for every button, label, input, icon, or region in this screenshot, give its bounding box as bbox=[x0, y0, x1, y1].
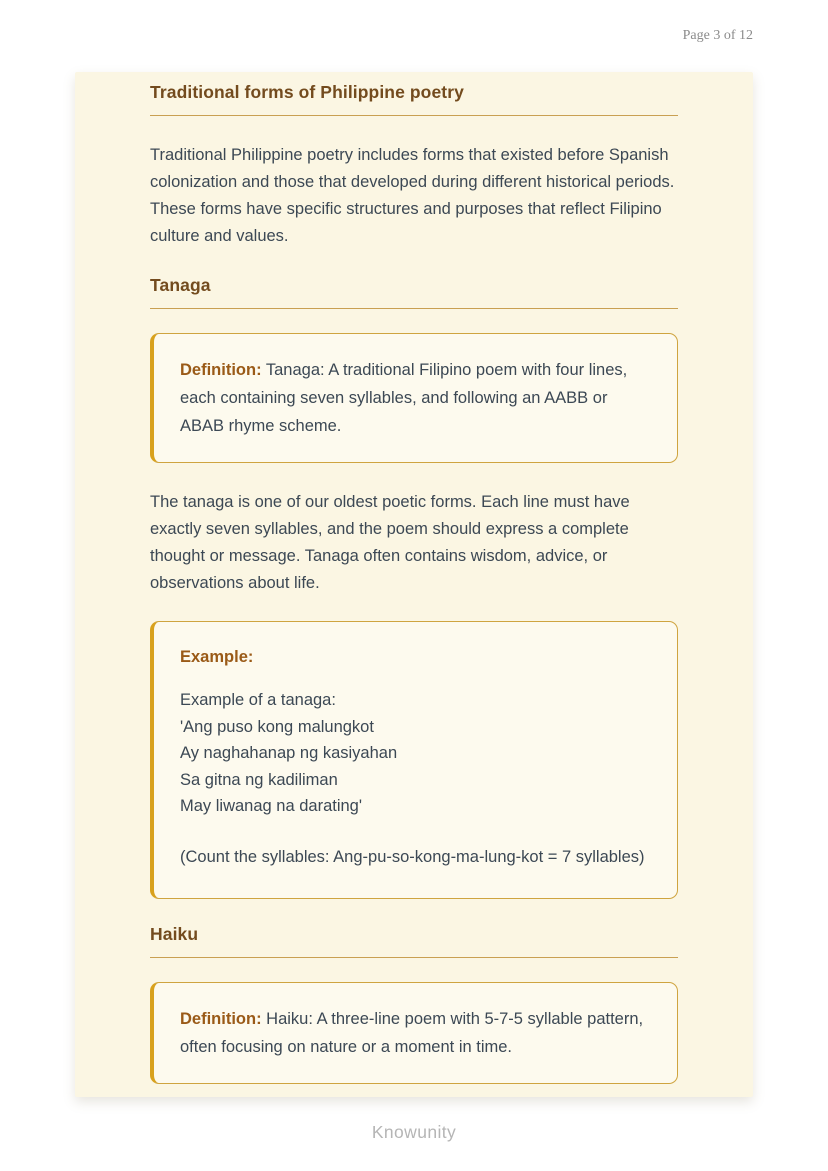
example-label: Example: bbox=[180, 648, 254, 666]
definition-box-tanaga bbox=[150, 333, 678, 463]
page-title: Traditional forms of Philippine poetry bbox=[150, 81, 678, 116]
footer-brand: Knowunity bbox=[371, 1122, 457, 1142]
definition-box-haiku bbox=[150, 982, 678, 1084]
definition-paragraph bbox=[180, 1005, 651, 1061]
poem-line: Sa gitna ng kadiliman bbox=[180, 770, 338, 789]
example-box-tanaga bbox=[150, 621, 678, 899]
definition-text: Haiku: A three-line poem with 5-7-5 syllable pattern, often focusing on nature or a moment in time. bbox=[180, 1010, 644, 1056]
intro-paragraph: Traditional Philippine poetry includes forms that existed before Spanish colonization and those that developed during different historical periods. These forms have specific structures and purposes that reflect Filipino culture and values. bbox=[150, 146, 675, 245]
example-poem bbox=[180, 687, 651, 820]
poem-line: 'Ang puso kong malungkot bbox=[180, 717, 374, 736]
section-title-haiku: Haiku bbox=[150, 923, 678, 958]
poem-line: Example of a tanaga: bbox=[180, 691, 336, 709]
tanaga-body-paragraph: The tanaga is one of our oldest poetic forms. Each line must have exactly seven syllables, and the poem should express a complete thought or message. Tanaga often contains wisdom, advice, or observations about life. bbox=[150, 493, 630, 592]
poem-line: Ay naghahanap ng kasiyahan bbox=[180, 744, 398, 762]
definition-label: Definition: bbox=[180, 361, 262, 379]
poem-line: May liwanag na darating' bbox=[180, 797, 363, 815]
document-sheet bbox=[75, 72, 753, 1097]
section-title-tanaga: Tanaga bbox=[150, 274, 678, 309]
example-note: (Count the syllables: Ang-pu-so-kong-ma-lung-kot = 7 syllables) bbox=[180, 847, 645, 866]
page-indicator: Page 3 of 12 bbox=[682, 28, 753, 43]
definition-text: Tanaga: A traditional Filipino poem with four lines, each containing seven syllables, and following an AABB or ABAB rhyme scheme. bbox=[180, 361, 628, 435]
definition-label: Definition: bbox=[180, 1010, 262, 1028]
definition-paragraph bbox=[180, 356, 651, 440]
